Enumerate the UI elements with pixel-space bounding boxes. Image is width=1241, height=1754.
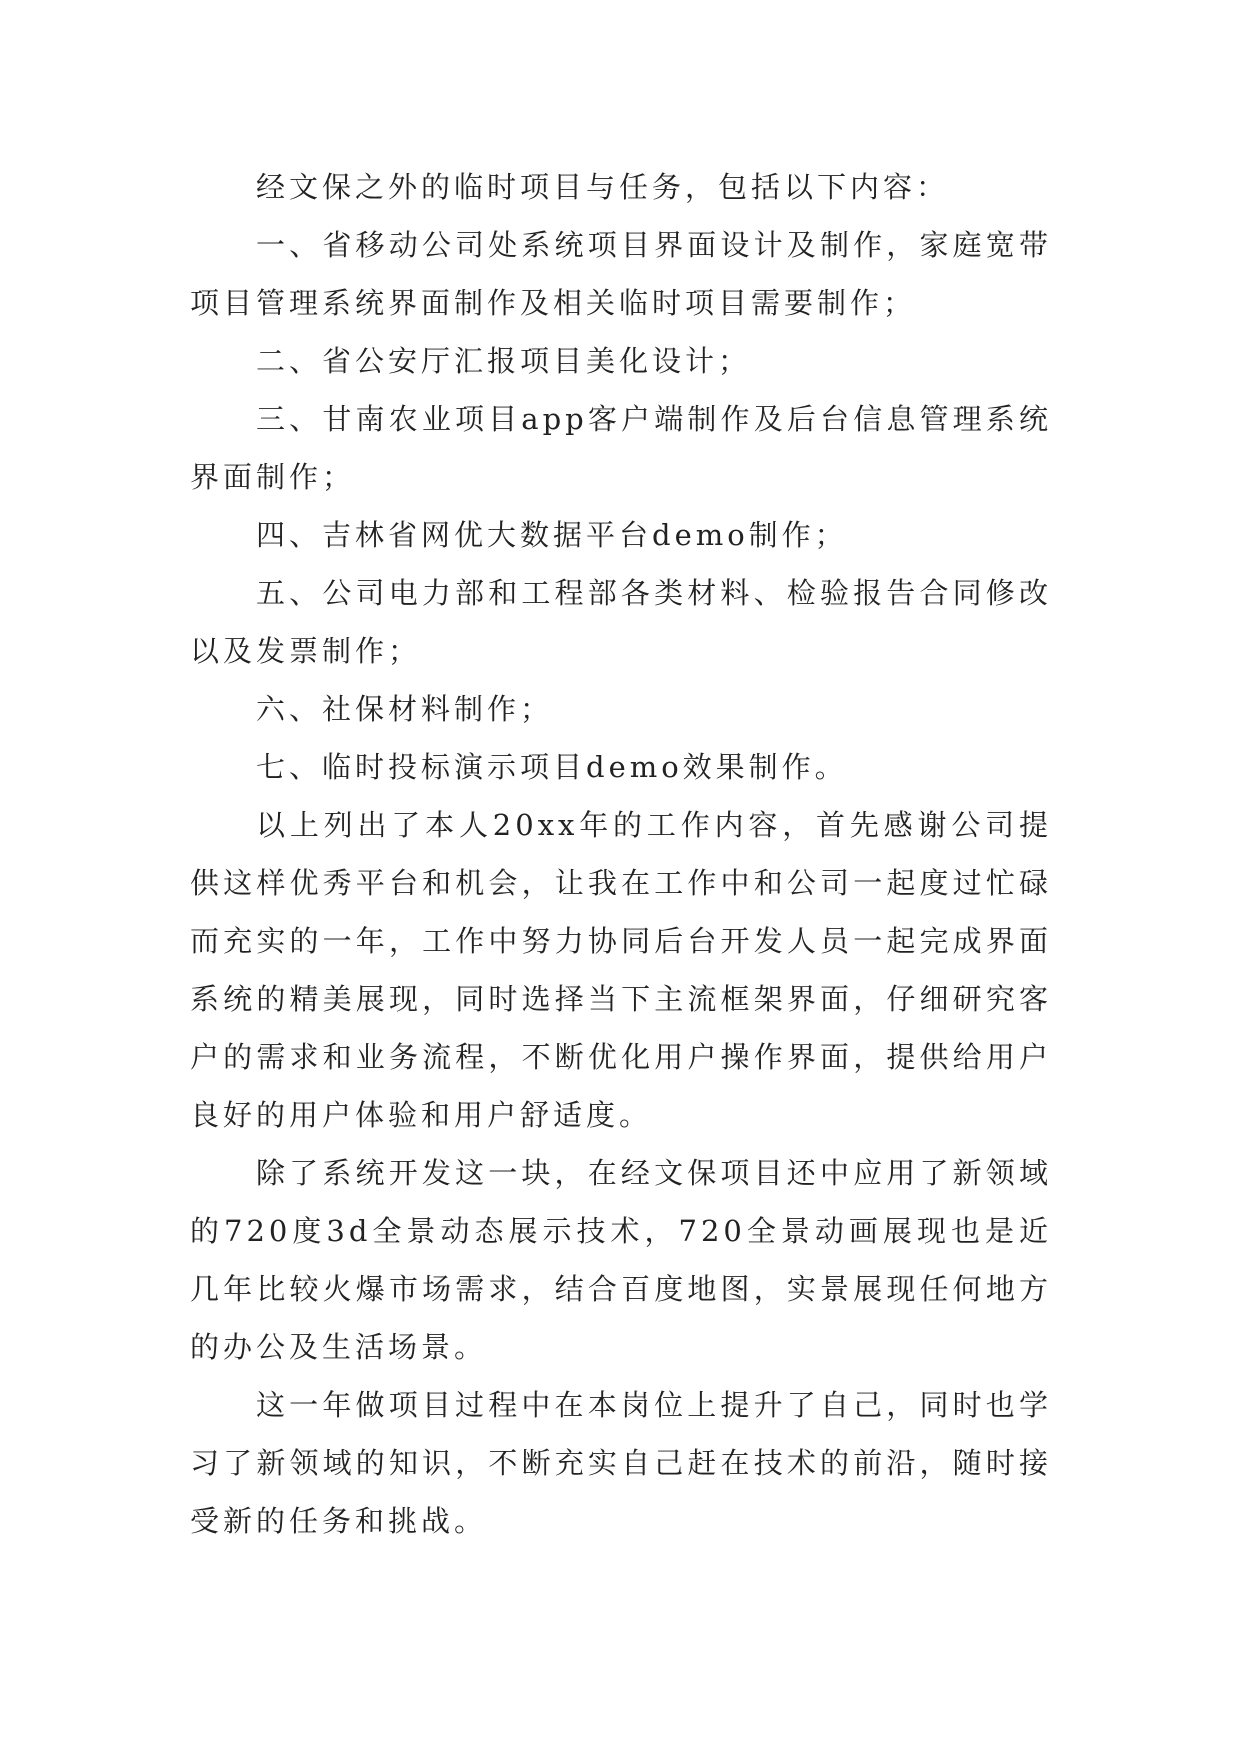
paragraph-item-1: 一、省移动公司处系统项目界面设计及制作，家庭宽带项目管理系统界面制作及相关临时项目需要制作； xyxy=(190,228,1052,320)
paragraph-item-2: 二、省公安厅汇报项目美化设计； xyxy=(256,344,752,378)
paragraph-item-4: 四、吉林省网优大数据平台demo制作； xyxy=(256,518,848,552)
paragraph-item-6: 六、社保材料制作； xyxy=(256,692,554,726)
paragraph-panorama: 除了系统开发这一块，在经文保项目还中应用了新领域的720度3d全景动态展示技术，720全景动画展现也是近几年比较火爆市场需求，结合百度地图，实景展现任何地方的办公及生活场景。 xyxy=(190,1156,1052,1364)
paragraph-item-7: 七、临时投标演示项目demo效果制作。 xyxy=(256,750,848,784)
paragraph-item-3: 三、甘南农业项目app客户端制作及后台信息管理系统界面制作； xyxy=(190,402,1052,494)
document-body xyxy=(190,158,1052,1550)
paragraph-intro: 经文保之外的临时项目与任务，包括以下内容： xyxy=(256,170,950,204)
paragraph-item-5: 五、公司电力部和工程部各类材料、检验报告合同修改以及发票制作； xyxy=(190,576,1052,668)
paragraph-conclusion: 这一年做项目过程中在本岗位上提升了自己，同时也学习了新领域的知识，不断充实自己赶在技术的前沿，随时接受新的任务和挑战。 xyxy=(190,1388,1052,1538)
paragraph-summary: 以上列出了本人20xx年的工作内容，首先感谢公司提供这样优秀平台和机会，让我在工作中和公司一起度过忙碌而充实的一年，工作中努力协同后台开发人员一起完成界面系统的精美展现，同时选择当下主流框架界面，仔细研究客户的需求和业务流程，不断优化用户操作界面，提供给用户良好的用户体验和用户舒适度。 xyxy=(190,808,1052,1132)
